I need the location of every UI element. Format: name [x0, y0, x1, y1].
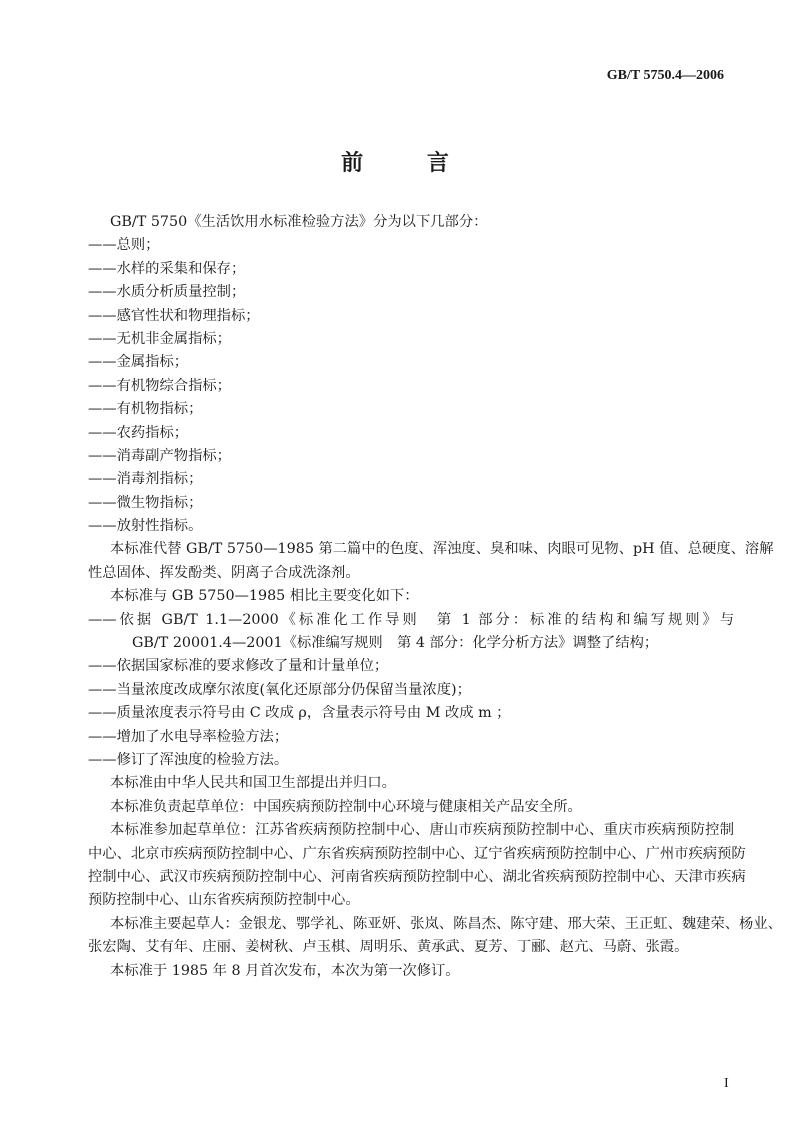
list-item-continuation: GB/T 20001.4—2001《标准编写规则 第 4 部分：化学分析方法》调整了结构； [132, 635, 659, 652]
list-item: ——金属指标； [88, 354, 189, 371]
standard-number-header: GB/T 5750.4—2006 [606, 68, 724, 83]
list-item: ——感官性状和物理指标； [88, 307, 260, 324]
parts-list [88, 234, 734, 538]
list-item: ——水样的采集和保存； [88, 260, 246, 277]
drafters-paragraph [88, 913, 782, 960]
history-paragraph: 本标准于 1985 年 8 月首次发布，本次为第一次修订。 [110, 962, 460, 979]
text-line: 中心、北京市疾病预防控制中心、广东省疾病预防控制中心、辽宁省疾病预防控制中心、广州市疾病预防 [88, 845, 746, 862]
list-item: ——放射性指标。 [88, 518, 203, 535]
list-item: ——水质分析质量控制； [88, 284, 246, 301]
list-item: ——有机物综合指标； [88, 377, 231, 394]
page-number: I [724, 1076, 729, 1091]
list-item: ——消毒副产物指标； [88, 447, 231, 464]
intro-paragraph: GB/T 5750《生活饮用水标准检验方法》分为以下几部分： [110, 214, 488, 230]
list-item: ——农药指标； [88, 424, 189, 441]
text-line: 本标准参加起草单位：江苏省疾病预防控制中心、唐山市疾病预防控制中心、重庆市疾病预防控制 [110, 822, 734, 839]
list-item: ——修订了浑浊度的检验方法。 [88, 751, 289, 768]
page-title: 前 言 [341, 150, 477, 176]
document-body [88, 211, 782, 983]
list-item: ——依据国家标准的要求修改了量和计量单位； [88, 658, 389, 675]
text-line: 本标准主要起草人：金银龙、鄂学礼、陈亚妍、张岚、陈昌杰、陈守建、邢大荣、王正虹、魏建荣、杨业、 [110, 915, 782, 932]
replacement-paragraph [88, 538, 774, 585]
list-item: ——总则； [88, 237, 160, 254]
text-line: 预防控制中心、山东省疾病预防控制中心。 [88, 892, 360, 909]
participants-paragraph [88, 819, 746, 913]
text-line: 控制中心、武汉市疾病预防控制中心、河南省疾病预防控制中心、湖北省疾病预防控制中心、天津市疾病 [88, 868, 746, 885]
list-item: ——无机非金属指标； [88, 330, 231, 347]
list-item: ——微生物指标； [88, 494, 203, 511]
changes-list [88, 609, 734, 773]
text-line: 本标准代替 GB/T 5750—1985 第二篇中的色度、浑浊度、臭和味、肉眼可见物、pH 值、总硬度、溶解 [110, 541, 774, 558]
list-item: ——当量浓度改成摩尔浓度(氧化还原部分仍保留当量浓度)； [88, 681, 471, 698]
list-item: ——依据 GB/T 1.1—2000《标准化工作导则 第 1 部分：标准的结构和编写规则》与 [88, 611, 734, 628]
text-line: 张宏陶、艾有年、庄丽、姜树秋、卢玉棋、周明乐、黄承武、夏芳、丁郦、赵亢、马蔚、张霞。 [88, 939, 689, 956]
list-item: ——消毒剂指标； [88, 471, 203, 488]
proposed-paragraph: 本标准由中华人民共和国卫生部提出并归口。 [110, 775, 396, 792]
list-item: ——有机物指标； [88, 401, 203, 418]
text-line: 性总固体、挥发酚类、阴离子合成洗涤剂。 [88, 564, 360, 581]
list-item: ——质量浓度表示符号由 C 改成 ρ，含量表示符号由 M 改成 m ； [88, 705, 511, 722]
list-item: ——增加了水电导率检验方法； [88, 728, 289, 745]
responsible-paragraph: 本标准负责起草单位：中国疾病预防控制中心环境与健康相关产品安全所。 [110, 798, 582, 815]
changes-intro: 本标准与 GB 5750—1985 相比主要变化如下： [110, 588, 419, 605]
